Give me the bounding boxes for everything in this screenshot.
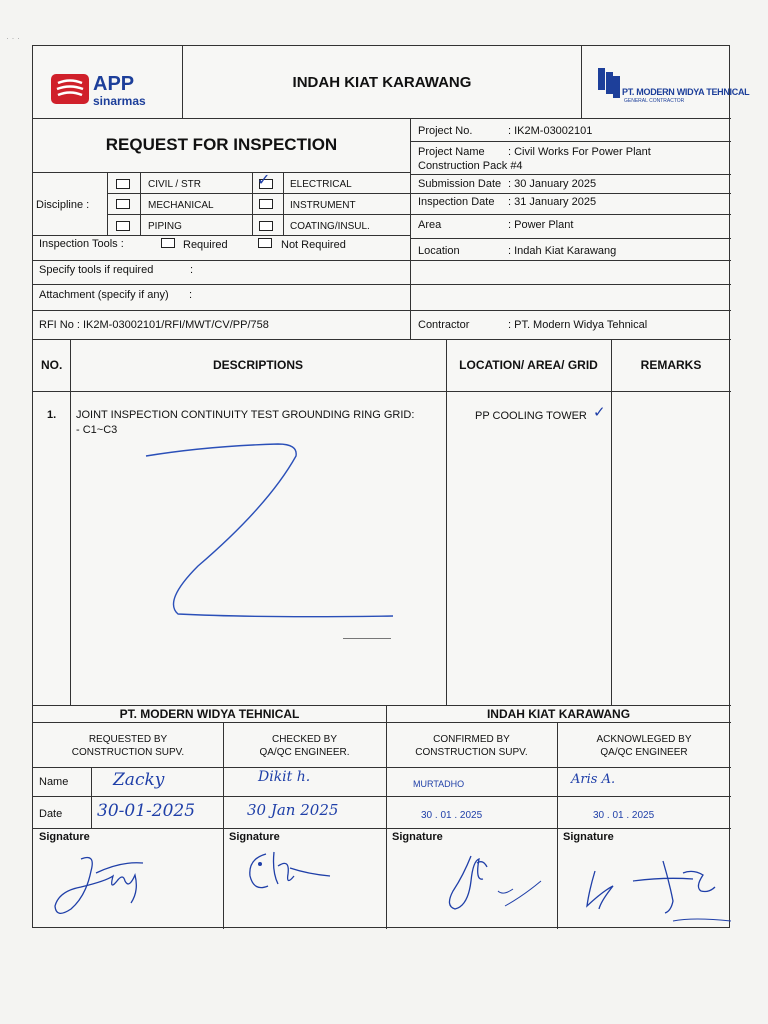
name-acknowledged: Aris A. bbox=[571, 772, 616, 787]
contractor-label: Contractor bbox=[418, 319, 470, 331]
signature-checked bbox=[238, 844, 338, 904]
party-contractor: PT. MODERN WIDYA TEHNICAL bbox=[119, 707, 300, 721]
location-check-icon: ✓ bbox=[593, 404, 606, 421]
sinarmas-logo-text: sinarmas bbox=[93, 94, 146, 108]
project-no-value: : IK2M-03002101 bbox=[508, 125, 593, 137]
role-requested-2: CONSTRUCTION SUPV. bbox=[71, 747, 185, 758]
discipline-piping: PIPING bbox=[148, 221, 182, 232]
modern-widya-logo-text: PT. MODERN WIDYA TEHNICAL bbox=[622, 87, 750, 97]
header-no: NO. bbox=[41, 358, 63, 372]
name-checked: Dikit h. bbox=[258, 769, 311, 785]
discipline-instrument: INSTRUMENT bbox=[290, 200, 356, 211]
location-label: Location bbox=[418, 245, 460, 257]
specify-tools-label: Specify tools if required bbox=[39, 264, 154, 276]
header-remarks: REMARKS bbox=[640, 358, 702, 372]
date-label: Date bbox=[39, 808, 63, 820]
submission-date-label: Submission Date bbox=[418, 178, 502, 190]
modern-widya-logo bbox=[598, 68, 620, 100]
instrument-checkbox[interactable] bbox=[259, 199, 273, 209]
location-value: : Indah Kiat Karawang bbox=[508, 245, 617, 257]
date-checked: 30 Jan 2025 bbox=[247, 801, 339, 819]
z-strike-mark bbox=[138, 436, 408, 621]
tools-not-required-checkbox[interactable] bbox=[258, 238, 272, 248]
role-confirmed-1: CONFIRMED BY bbox=[433, 734, 510, 745]
discipline-label: Discipline : bbox=[36, 199, 90, 211]
discipline-civil: CIVIL / STR bbox=[148, 179, 201, 190]
specify-tools-colon: : bbox=[190, 264, 194, 276]
discipline-mechanical: MECHANICAL bbox=[148, 200, 214, 211]
inspection-tools-label: Inspection Tools : bbox=[39, 238, 124, 250]
coating-checkbox[interactable] bbox=[259, 221, 273, 231]
signature-label-1: Signature bbox=[39, 831, 90, 843]
project-name-value-2: Construction Pack #4 bbox=[418, 160, 523, 172]
date-confirmed: 30 . 01 . 2025 bbox=[421, 810, 483, 821]
party-owner: INDAH KIAT KARAWANG bbox=[486, 707, 631, 721]
general-contractor-text: GENERAL CONTRACTOR bbox=[624, 98, 685, 104]
row-description: JOINT INSPECTION CONTINUITY TEST GROUNDING RING GRID: bbox=[76, 409, 415, 421]
project-name-label: Project Name bbox=[418, 146, 485, 158]
inspection-date-value: : 31 January 2025 bbox=[508, 196, 597, 208]
date-requested: 30-01-2025 bbox=[97, 801, 196, 821]
tools-required-label: Required bbox=[183, 239, 228, 251]
form-title: REQUEST FOR INSPECTION bbox=[105, 135, 338, 154]
app-logo-text: APP bbox=[93, 73, 135, 95]
role-confirmed-2: CONSTRUCTION SUPV. bbox=[415, 747, 528, 758]
contractor-value: : PT. Modern Widya Tehnical bbox=[508, 319, 648, 331]
name-label: Name bbox=[39, 776, 69, 788]
attachment-colon: : bbox=[189, 289, 193, 301]
role-checked-1: CHECKED BY bbox=[271, 734, 337, 745]
role-checked-2: QA/QC ENGINEER. bbox=[259, 747, 350, 758]
role-acknowledged-1: ACKNOWLEGED BY bbox=[596, 734, 692, 745]
attachment-label: Attachment (specify if any) bbox=[39, 289, 169, 301]
submission-date-value: : 30 January 2025 bbox=[508, 178, 597, 190]
role-acknowledged-2: QA/QC ENGINEER bbox=[600, 747, 688, 758]
rfi-number: RFI No : IK2M-03002101/RFI/MWT/CV/PP/758 bbox=[39, 319, 269, 331]
header-location: LOCATION/ AREA/ GRID bbox=[459, 358, 598, 372]
scan-mark: · · · bbox=[6, 33, 20, 43]
signature-confirmed bbox=[443, 851, 553, 926]
civil-checkbox[interactable] bbox=[116, 179, 130, 189]
tools-required-checkbox[interactable] bbox=[161, 238, 175, 248]
signature-label-2: Signature bbox=[229, 831, 280, 843]
tools-not-required-label: Not Required bbox=[281, 239, 346, 251]
inspection-date-label: Inspection Date bbox=[418, 196, 495, 208]
date-acknowledged: 30 . 01 . 2025 bbox=[593, 810, 655, 821]
name-requested: Zacky bbox=[113, 770, 165, 790]
signature-label-3: Signature bbox=[392, 831, 443, 843]
discipline-electrical: ELECTRICAL bbox=[290, 179, 352, 190]
check-mark-icon: ✓ bbox=[257, 172, 271, 189]
signature-acknowledged bbox=[583, 851, 733, 929]
mechanical-checkbox[interactable] bbox=[116, 199, 130, 209]
discipline-coating: COATING/INSUL. bbox=[290, 221, 370, 232]
row-location: PP COOLING TOWER bbox=[475, 410, 587, 422]
rfi-form bbox=[32, 45, 750, 928]
row-number: 1. bbox=[47, 409, 57, 421]
area-value: : Power Plant bbox=[508, 219, 574, 231]
area-label: Area bbox=[418, 219, 442, 231]
piping-checkbox[interactable] bbox=[116, 221, 130, 231]
name-confirmed: MURTADHO bbox=[413, 779, 465, 789]
row-description-sub: - C1~C3 bbox=[76, 424, 118, 436]
project-name-value: : Civil Works For Power Plant bbox=[508, 146, 651, 158]
company-name: INDAH KIAT KARAWANG bbox=[292, 74, 472, 91]
signature-label-4: Signature bbox=[563, 831, 614, 843]
signature-requested bbox=[51, 851, 151, 921]
app-sinarmas-logo bbox=[51, 74, 89, 104]
project-no-label: Project No. bbox=[418, 125, 473, 137]
header-descriptions: DESCRIPTIONS bbox=[212, 358, 303, 372]
role-requested-1: REQUESTED BY bbox=[88, 734, 168, 745]
